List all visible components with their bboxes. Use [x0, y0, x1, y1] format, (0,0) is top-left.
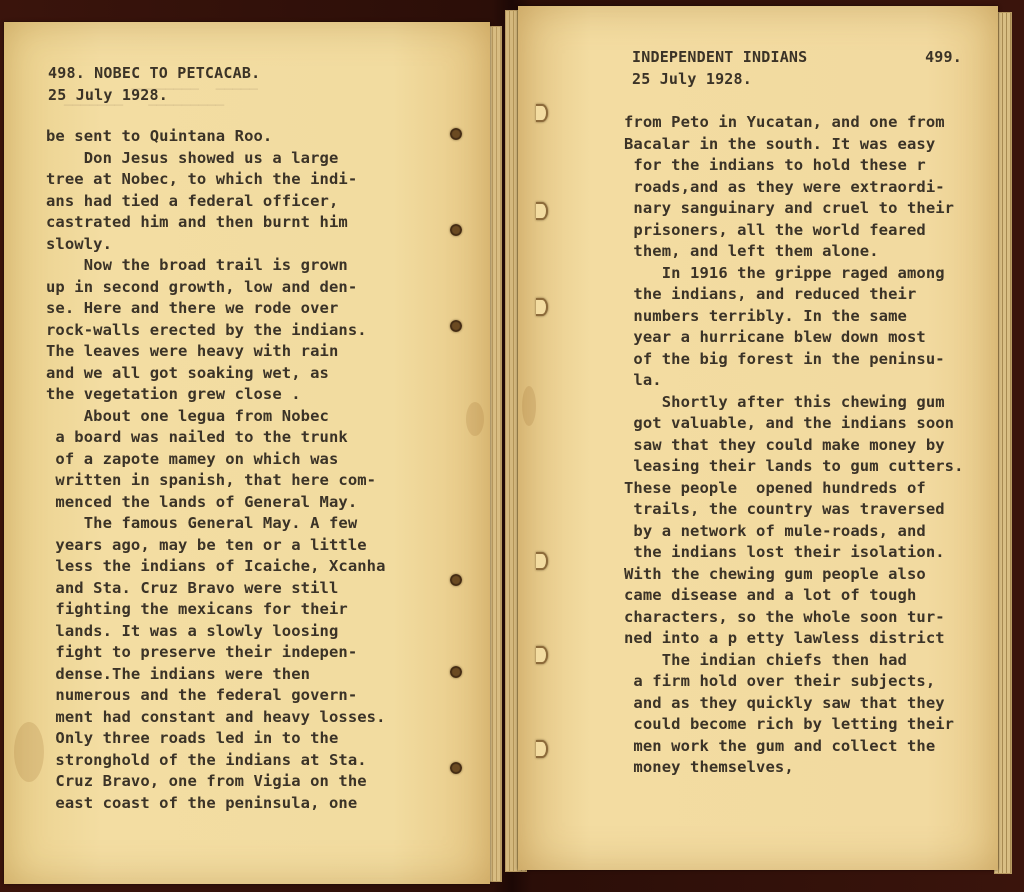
typed-line: and as they quickly saw that they	[624, 693, 945, 712]
typed-line: saw that they could make money by	[624, 435, 945, 454]
typed-line: Cruz Bravo, one from Vigia on the	[46, 772, 367, 790]
binder-hole	[536, 740, 548, 758]
binder-hole	[536, 202, 548, 220]
typed-line: them, and left them alone.	[624, 242, 879, 260]
typed-line: nary sanguinary and cruel to their	[624, 199, 955, 217]
typed-line: the indians lost their isolation.	[624, 543, 945, 561]
right-page	[518, 6, 998, 870]
typed-line: written in spanish, that here com-	[46, 471, 377, 489]
right-page-body	[624, 112, 964, 779]
typed-line: se. Here and there we rode over	[46, 299, 339, 317]
typed-line: leasing their lands to gum cutters.	[624, 457, 964, 475]
typed-line: year a hurricane blew down most	[624, 328, 926, 346]
typed-line: Only three roads led in to the	[46, 729, 339, 747]
left-page-header	[48, 62, 260, 106]
typed-line: Don Jesus showed us a large	[46, 148, 339, 167]
paper-stain	[466, 402, 484, 436]
typed-line: Bacalar in the south. It was easy	[624, 134, 936, 153]
paper-stain	[14, 722, 44, 782]
typed-line: tree at Nobec, to which the indi-	[46, 170, 358, 188]
typed-line: Now the broad trail is grown	[46, 256, 348, 274]
typed-line: of a zapote mamey on which was	[46, 449, 339, 468]
typed-line: ned into a p etty lawless district	[624, 629, 945, 647]
typed-line: These people opened hundreds of	[624, 478, 926, 497]
typed-line: the vegetation grew close .	[46, 385, 301, 403]
binder-hole	[536, 646, 548, 664]
binder-hole	[450, 224, 462, 236]
typed-line: stronghold of the indians at Sta.	[46, 750, 367, 769]
typed-line: fight to preserve their indepen-	[46, 643, 358, 661]
typed-line: rock-walls erected by the indians.	[46, 320, 367, 339]
typed-line: money themselves,	[624, 758, 794, 776]
binder-hole	[450, 762, 462, 774]
right-page-header	[632, 46, 962, 90]
typed-line: a firm hold over their subjects,	[624, 672, 936, 690]
typed-line: With the chewing gum people also	[624, 564, 926, 583]
typed-line: In 1916 the grippe raged among	[624, 263, 945, 282]
typed-line: characters, so the whole soon tur-	[624, 607, 945, 626]
typed-line: could become rich by letting their	[624, 715, 955, 733]
typed-line: numbers terribly. In the same	[624, 306, 907, 325]
typed-line: up in second growth, low and den-	[46, 277, 358, 296]
typed-line: The famous General May. A few	[46, 514, 358, 532]
left-page-date: 25 July 1928.	[48, 86, 168, 104]
typed-line: slowly.	[46, 234, 113, 253]
right-page-date: 25 July 1928.	[632, 70, 752, 88]
typed-line: prisoners, all the world feared	[624, 220, 926, 239]
typed-line: la.	[624, 371, 662, 389]
paper-stain	[522, 386, 536, 426]
right-page-number: 499.	[925, 48, 962, 66]
typed-line: menced the lands of General May.	[46, 492, 358, 511]
typed-line: years ago, may be ten or a little	[46, 535, 367, 554]
typed-line: castrated him and then burnt him	[46, 213, 348, 231]
typed-line: The indian chiefs then had	[624, 650, 907, 669]
typed-line: and we all got soaking wet, as	[46, 363, 329, 382]
binder-hole	[450, 666, 462, 678]
typed-line: and Sta. Cruz Bravo were still	[46, 578, 339, 597]
typed-line: ment had constant and heavy losses.	[46, 707, 386, 726]
binder-hole	[536, 552, 548, 570]
typed-line: of the big forest in the peninsu-	[624, 349, 945, 368]
binder-hole	[536, 298, 548, 316]
left-page	[4, 22, 490, 884]
typed-line: got valuable, and the indians soon	[624, 414, 955, 432]
typed-line: a board was nailed to the trunk	[46, 428, 348, 446]
typed-line: east coast of the peninsula, one	[46, 793, 358, 812]
typed-line: less the indians of Icaiche, Xcanha	[46, 557, 386, 575]
typed-line: The leaves were heavy with rain	[46, 342, 339, 360]
binder-hole	[536, 104, 548, 122]
typed-line: came disease and a lot of tough	[624, 586, 917, 604]
typed-line: by a network of mule-roads, and	[624, 521, 926, 540]
bleed-through-text: ───── ──────── ───────── ───────	[64, 82, 258, 114]
binder-hole	[450, 320, 462, 332]
typed-line: numerous and the federal govern-	[46, 686, 358, 704]
typed-line: Shortly after this chewing gum	[624, 392, 945, 411]
typed-line: from Peto in Yucatan, and one from	[624, 113, 945, 131]
typed-line: ans had tied a federal officer,	[46, 191, 339, 210]
typed-line: roads,and as they were extraordi-	[624, 177, 945, 196]
typed-line: for the indians to hold these r	[624, 156, 926, 174]
binder-hole	[450, 574, 462, 586]
binder-hole	[450, 128, 462, 140]
typed-line: men work the gum and collect the	[624, 736, 936, 755]
typed-line: dense.The indians were then	[46, 664, 311, 683]
right-page-title: INDEPENDENT INDIANS	[632, 48, 808, 66]
typed-line: lands. It was a slowly loosing	[46, 621, 339, 640]
typed-line: the indians, and reduced their	[624, 285, 917, 303]
typed-line: fighting the mexicans for their	[46, 600, 348, 618]
left-page-title: 498. NOBEC TO PETCACAB.	[48, 64, 261, 82]
typed-line: trails, the country was traversed	[624, 500, 945, 518]
typed-line: be sent to Quintana Roo.	[46, 127, 273, 145]
left-page-body	[46, 126, 386, 814]
typed-line: About one legua from Nobec	[46, 406, 329, 425]
